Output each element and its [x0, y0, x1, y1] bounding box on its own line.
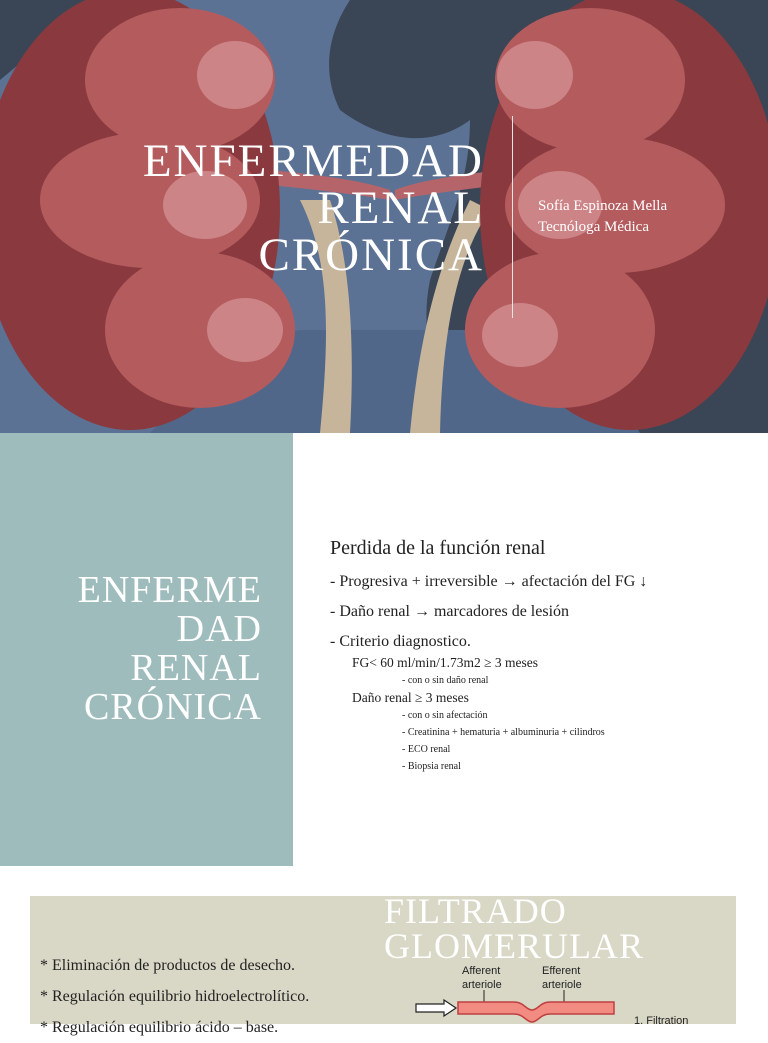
title-line-2: RENAL	[317, 182, 484, 234]
filtration-title-line-2: GLOMERULAR	[384, 926, 644, 966]
afferent-label-line-2: arteriole	[462, 979, 502, 991]
title-line-1: ENFERMEDAD	[142, 135, 484, 187]
criteria-damage-note-4: - Biopsia renal	[402, 761, 461, 772]
function-item: * Eliminación de productos de desecho.	[40, 957, 296, 974]
filtration-slide	[30, 891, 736, 1036]
author-name: Sofía Espinoza Mella	[538, 198, 668, 214]
definition-slide	[0, 433, 768, 866]
definition-heading: Perdida de la función renal	[330, 537, 546, 559]
section-title-line-2: DAD	[176, 608, 262, 650]
criteria-damage	[330, 689, 647, 707]
definition-point-damage: - Daño renal → marcadores de lesión	[330, 603, 570, 620]
presentation-title	[142, 135, 484, 281]
title-line-3: CRÓNICA	[258, 229, 484, 281]
section-title-line-1: ENFERME	[77, 569, 262, 611]
filtration-title	[384, 891, 644, 966]
definition-point-criteria: - Criterio diagnostico.	[330, 633, 471, 650]
criteria-damage-note-1: - con o sin afectación	[402, 710, 488, 721]
blood-flow-arrow-icon	[416, 1000, 456, 1016]
efferent-label-line-2: arteriole	[542, 979, 582, 991]
criteria-fg-note: - con o sin daño renal	[402, 675, 489, 686]
section-title-line-4: CRÓNICA	[83, 686, 262, 728]
title-divider	[512, 116, 513, 318]
criteria-fg	[330, 654, 647, 672]
section-title	[78, 571, 262, 727]
arteriole-vessel	[458, 1002, 614, 1022]
author-block	[538, 196, 667, 238]
title-slide	[0, 0, 768, 433]
section-panel	[0, 433, 293, 866]
definition-content	[330, 537, 647, 775]
function-item: * Regulación equilibrio ácido – base.	[40, 1019, 279, 1036]
nephron-diagram	[414, 962, 736, 1027]
criteria-damage-note-2: - Creatinina + hematuria + albuminuria + cilindros	[402, 727, 605, 738]
efferent-label-line-1: Efferent	[542, 965, 581, 977]
criteria-damage-text: Daño renal ≥ 3 meses	[352, 690, 469, 705]
function-item: * Regulación equilibrio hidroelectrolítico.	[40, 988, 310, 1005]
filtration-title-line-1: FILTRADO	[384, 891, 567, 931]
criteria-fg-text: FG< 60 ml/min/1.73m2 ≥ 3 meses	[352, 655, 539, 670]
afferent-label-line-1: Afferent	[462, 965, 501, 977]
criteria-damage-note-3: - ECO renal	[402, 744, 451, 755]
author-role: Tecnóloga Médica	[538, 219, 649, 235]
filtration-step-label: 1. Filtration	[634, 1015, 689, 1027]
definition-point-progressive: - Progresiva + irreversible → afectación del FG ↓	[330, 573, 648, 590]
section-title-line-3: RENAL	[130, 647, 262, 689]
function-list	[40, 950, 309, 1043]
